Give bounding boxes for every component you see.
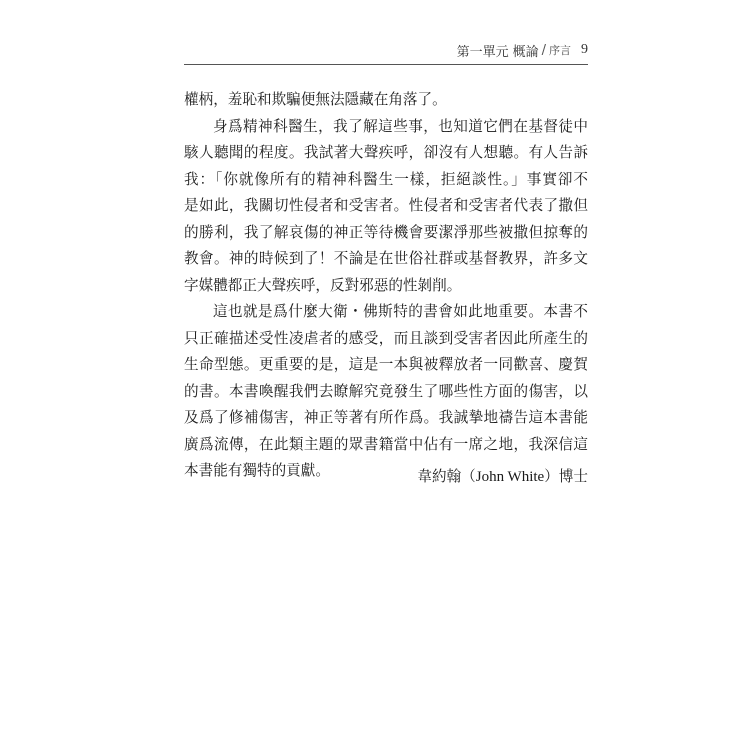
text-line: 是如此，我關切性侵者和受害者。性侵者和受害者代表了撒但 [184,197,588,214]
text-line: 及爲了修補傷害，神正等著有所作爲。我誠摯地禱告這本書能 [184,409,588,426]
text-line: 字媒體都正大聲疾呼，反對邪惡的性剝削。 [184,276,462,294]
header-separator: / [541,42,546,58]
text-line: 教會。神的時候到了！不論是在世俗社群或基督教界，許多文 [184,250,588,267]
text-line: 權柄，羞恥和欺騙便無法隱藏在角落了。 [184,91,447,108]
text-line: 只正確描述受性凌虐者的感受，而且談到受害者因此所產生的 [184,329,588,347]
text-line: 生命型態。更重要的是，這是一本與被釋放者一同歡喜、慶賀 [184,356,588,373]
header-topic: 概論 [512,44,539,60]
page-number: 9 [581,42,588,57]
signature-prefix: 韋約翰（ [417,468,476,485]
header-section: 序言 [549,44,571,57]
text-line: 這也就是爲什麼大衛・佛斯特的書會如此地重要。本書不 [213,303,588,320]
text-line: 身爲精神科醫生，我了解這些事，也知道它們在基督徒中 [213,117,588,135]
text-line: 的書。本書喚醒我們去瞭解究竟發生了哪些性方面的傷害，以 [184,382,588,400]
text-line: 廣爲流傳，在此類主題的眾書籍當中佔有一席之地，我深信這 [184,435,588,453]
header-chapter: 第一單元 [456,44,509,60]
running-header [184,38,588,62]
body-text [184,87,588,485]
signature-suffix: ）博士 [544,468,588,485]
header-rule [184,64,588,65]
signature [417,464,588,490]
text-line: 駭人聽聞的程度。我試著大聲疾呼，卻沒有人想聽。有人告訴 [184,144,588,161]
text-line: 本書能有獨特的貢獻。 [184,462,330,479]
text-line: 我：「你就像所有的精神科醫生一樣，拒絕談性。」事實卻不 [184,170,588,188]
text-line: 的勝利，我了解哀傷的神正等待機會要潔淨那些被撒但掠奪的 [184,223,588,241]
signature-name: John White [475,469,545,485]
